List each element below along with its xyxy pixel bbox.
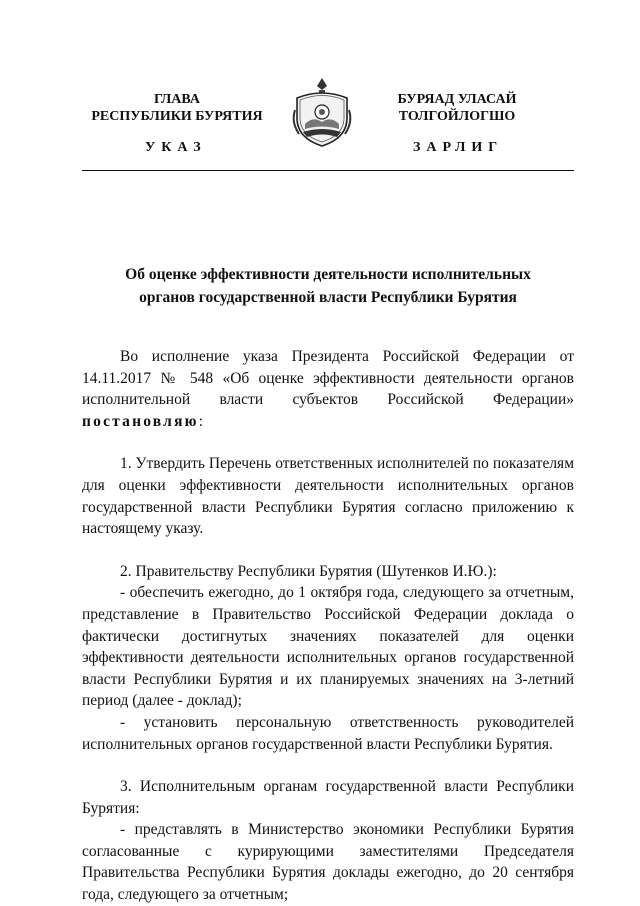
preamble-end: : bbox=[198, 412, 204, 430]
item-2-heading: 2. Правительству Республики Бурятия (Шутенков И.Ю.): bbox=[120, 562, 497, 580]
document-title bbox=[82, 263, 574, 309]
item-2-sub-2: - установить персональную ответственность руководителей исполнительных органов государственной власти Республики Бурятия. bbox=[82, 713, 574, 753]
item-3-sub-1: - представлять в Министерство экономики Республики Бурятия согласованные с курирующими заместителями Председателя Правительства Республики Бурятия доклады ежегодно, до 20 сентября года, следующего за отчетным; bbox=[82, 821, 574, 904]
decree-label-left: УКАЗ bbox=[145, 140, 207, 155]
title-line2: органов государственной власти Республики Бурятия bbox=[139, 289, 517, 306]
decree-keyword: постановляю bbox=[82, 412, 199, 430]
title-line1: Об оценке эффективности деятельности исполнительных bbox=[125, 266, 531, 283]
document-body bbox=[82, 346, 574, 906]
issuer-right-line1: БУРЯАД УЛАСАЙ bbox=[397, 92, 517, 107]
item-3-heading: 3. Исполнительным органам государственной власти Республики Бурятия: bbox=[82, 778, 574, 817]
preamble-paragraph bbox=[82, 346, 574, 432]
decree-label-right: ЗАРЛИГ bbox=[413, 140, 504, 155]
preamble-text: Во исполнение указа Президента Российской Федерации от 14.11.2017 № 548 «Об оценке эффективности деятельности органов исполнительной власти субъектов Российской Федерации» bbox=[82, 348, 574, 409]
header-divider bbox=[82, 170, 574, 171]
issuer-left-line1: ГЛАВА bbox=[154, 92, 200, 107]
issuer-right-line2: ТОЛГОЙЛОГШО bbox=[398, 109, 516, 124]
issuer-left bbox=[84, 91, 270, 125]
issuer-left-line2: РЕСПУБЛИКИ БУРЯТИЯ bbox=[91, 109, 263, 124]
item-2-sub-1: - обеспечить ежегодно, до 1 октября года, следующего за отчетным, представление в Правительство Российской Федерации доклада о фактически достигнутых значениях показателей для оценки эффективности деятельности исполнительных органов государственной власти Республики Бурятия и их планируемых значениях на 3-летний период (далее - доклад); bbox=[82, 584, 574, 710]
issuer-right bbox=[368, 91, 546, 125]
coat-of-arms-icon bbox=[291, 74, 353, 150]
item-1-paragraph: 1. Утвердить Перечень ответственных исполнителей по показателям для оценки эффективности деятельности исполнительных органов государственной власти Республики Бурятия согласно приложению к настоящему указу. bbox=[82, 455, 574, 538]
